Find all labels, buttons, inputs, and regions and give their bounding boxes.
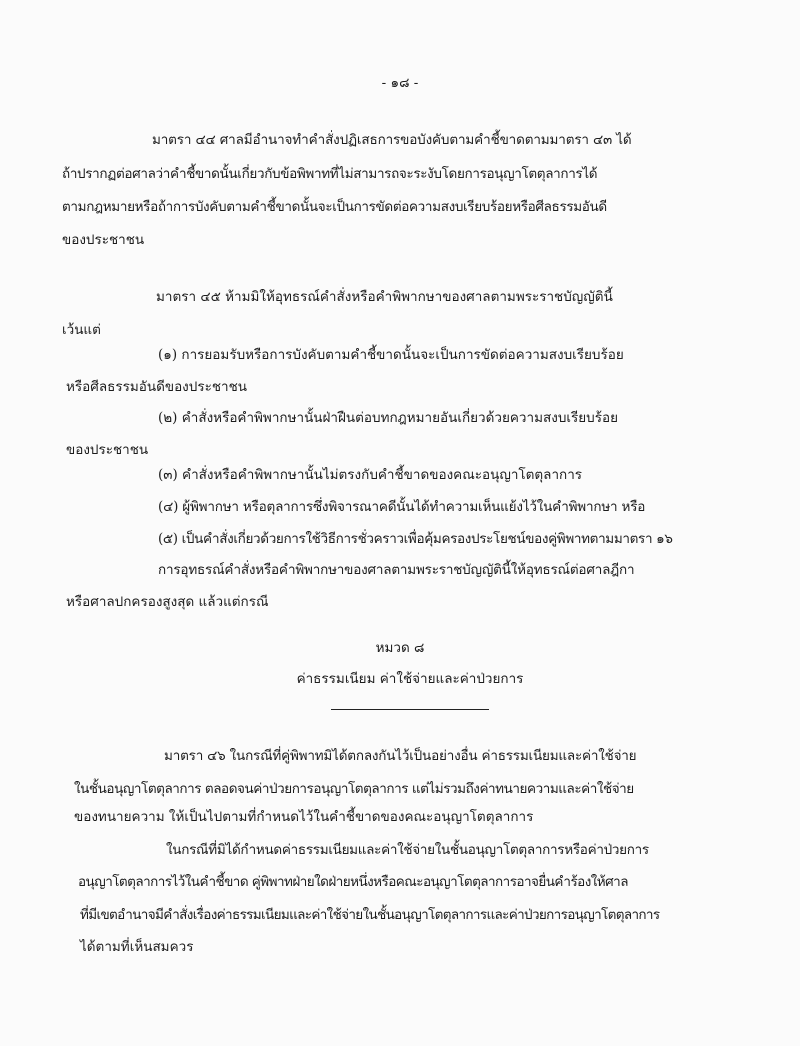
page-number: - ๑๘ -: [381, 75, 419, 91]
section-46-line-2: ในชั้นอนุญาโตตุลาการ ตลอดจนค่าป่วยการอนุญาโตตุลาการ แต่ไม่รวมถึงค่าทนายความและค่าใช้จ่าย: [74, 781, 634, 797]
section-45-item-3: (๓) คำสั่งหรือคำพิพากษานั้นไม่ตรงกับคำชี้ขาดของคณะอนุญาโตตุลาการ: [158, 467, 583, 483]
section-44-line-1: มาตรา ๔๔ ศาลมีอำนาจทำคำสั่งปฏิเสธการขอบังคับตามคำชี้ขาดตามมาตรา ๔๓ ได้: [152, 132, 632, 148]
section-45-item-4: (๔) ผู้พิพากษา หรือตุลาการซึ่งพิจารณาคดีนั้นได้ทำความเห็นแย้งไว้ในคำพิพากษา หรือ: [158, 499, 646, 515]
section-46-paragraph-line-4: ได้ตามที่เห็นสมควร: [80, 939, 194, 955]
section-45-paragraph-line-1: การอุทธรณ์คำสั่งหรือคำพิพากษาของศาลตามพระราชบัญญัตินี้ให้อุทธรณ์ต่อศาลฎีกา: [158, 562, 635, 578]
section-45-line-2: เว้นแต่: [62, 322, 101, 338]
section-45-item-5: (๕) เป็นคำสั่งเกี่ยวด้วยการใช้วิธีการชั่วคราวเพื่อคุ้มครองประโยชน์ของคู่พิพาทตามมาตรา ๑๖: [158, 531, 673, 547]
section-46-paragraph-line-1: ในกรณีที่มิได้กำหนดค่าธรรมเนียมและค่าใช้จ่ายในชั้นอนุญาโตตุลาการหรือค่าป่วยการ: [166, 842, 649, 858]
section-45-line-1: มาตรา ๔๕ ห้ามมิให้อุทธรณ์คำสั่งหรือคำพิพากษาของศาลตามพระราชบัญญัตินี้: [156, 289, 613, 305]
chapter-title: หมวด ๘: [375, 640, 425, 656]
section-45-item-2-line-2: ของประชาชน: [66, 442, 149, 458]
section-46-line-1: มาตรา ๔๖ ในกรณีที่คู่พิพาทมิได้ตกลงกันไว้เป็นอย่างอื่น ค่าธรรมเนียมและค่าใช้จ่าย: [164, 748, 637, 764]
section-44-line-2: ถ้าปรากฏต่อศาลว่าคำชี้ขาดนั้นเกี่ยวกับข้อพิพาทที่ไม่สามารถจะระงับโดยการอนุญาโตตุลาการได้: [62, 166, 598, 182]
section-46-paragraph-line-3: ที่มีเขตอำนาจมีคำสั่งเรื่องค่าธรรมเนียมและค่าใช้จ่ายในชั้นอนุญาโตตุลาการและค่าป่วยการอนุญาโตตุลาการ: [80, 907, 660, 923]
section-45-paragraph-line-2: หรือศาลปกครองสูงสุด แล้วแต่กรณี: [66, 594, 269, 610]
chapter-divider: [331, 709, 489, 710]
section-44-line-4: ของประชาชน: [62, 232, 145, 248]
section-45-item-2-line-1: (๒) คำสั่งหรือคำพิพากษานั้นฝ่าฝืนต่อบทกฎหมายอันเกี่ยวด้วยความสงบเรียบร้อย: [158, 410, 619, 426]
section-46-line-3: ของทนายความ ให้เป็นไปตามที่กำหนดไว้ในคำชี้ขาดของคณะอนุญาโตตุลาการ: [74, 809, 534, 825]
section-44-line-3: ตามกฎหมายหรือถ้าการบังคับตามคำชี้ขาดนั้นจะเป็นการขัดต่อความสงบเรียบร้อยหรือศีลธรรมอันดี: [62, 199, 607, 215]
section-45-item-1-line-2: หรือศีลธรรมอันดีของประชาชน: [66, 379, 247, 395]
section-46-paragraph-line-2: อนุญาโตตุลาการไว้ในคำชี้ขาด คู่พิพาทฝ่ายใดฝ่ายหนึ่งหรือคณะอนุญาโตตุลาการอาจยื่นคำร้องให้ศาล: [78, 874, 628, 890]
section-45-item-1-line-1: (๑) การยอมรับหรือการบังคับตามคำชี้ขาดนั้นจะเป็นการขัดต่อความสงบเรียบร้อย: [158, 347, 624, 363]
chapter-subtitle: ค่าธรรมเนียม ค่าใช้จ่ายและค่าป่วยการ: [296, 671, 524, 687]
